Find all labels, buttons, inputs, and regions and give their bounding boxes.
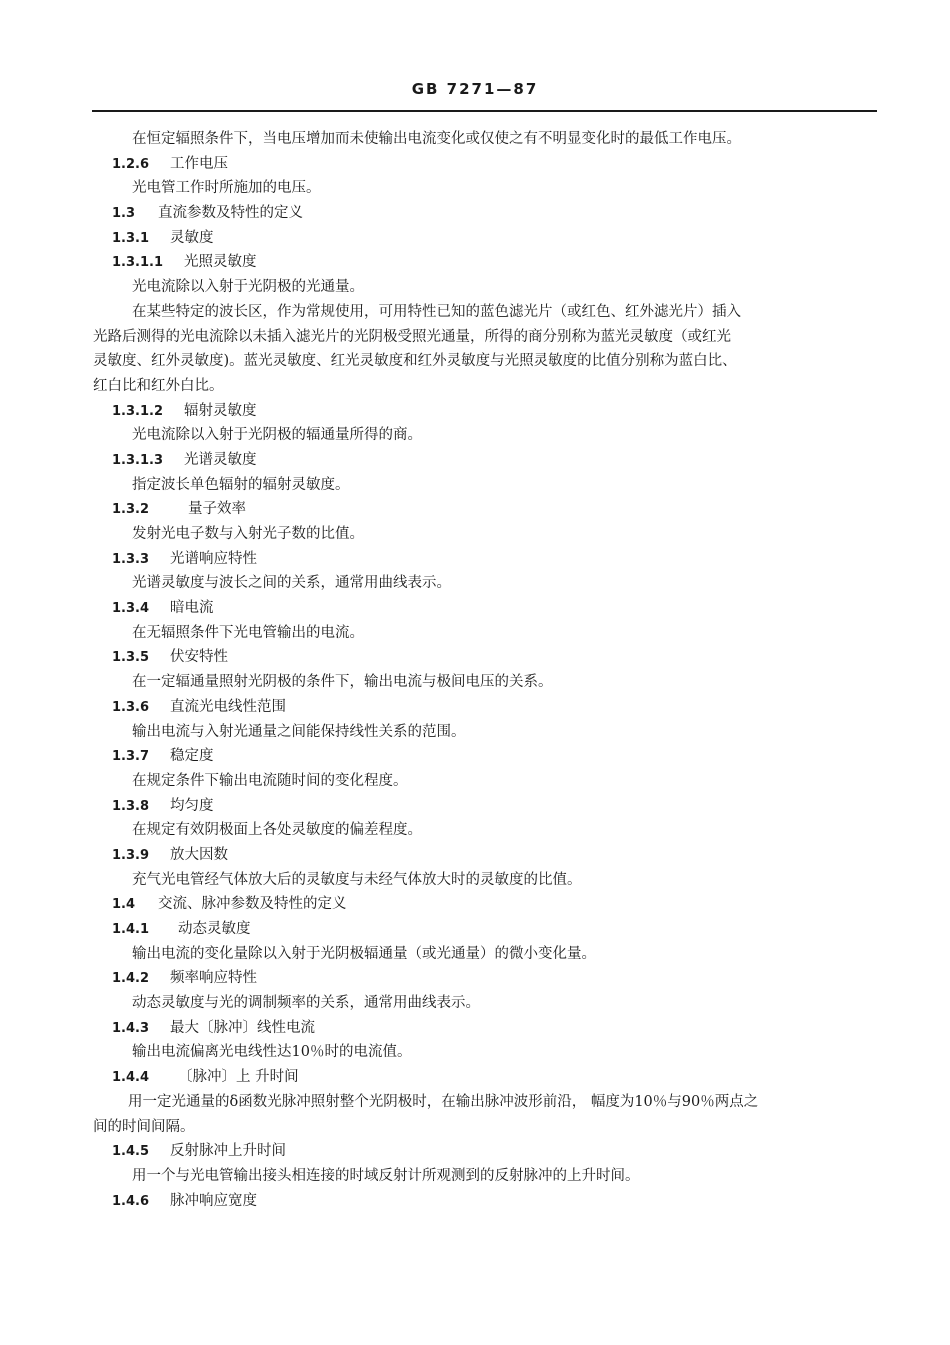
section-title: 动态灵敏度 <box>178 921 251 937</box>
paragraph-line: 在一定辐通量照射光阴极的条件下，输出电流与极间电压的关系。 <box>132 674 553 691</box>
section-title: 光谱响应特性 <box>170 550 257 567</box>
section-number: 1.3.3 <box>112 551 150 567</box>
section-heading <box>0 1189 950 1214</box>
section-heading <box>0 794 950 819</box>
section-number: 1.3.7 <box>112 749 150 765</box>
paragraph-line: 动态灵敏度与光的调制频率的关系，通常用曲线表示。 <box>132 995 480 1012</box>
section-title: 直流参数及特性的定义 <box>158 205 303 222</box>
section-number: 1.2.6 <box>112 156 150 172</box>
section-number: 1.4 <box>112 897 136 913</box>
section-title: 工作电压 <box>170 155 228 172</box>
section-heading <box>0 201 950 226</box>
section-number: 1.4.2 <box>112 971 150 987</box>
section-title: 暗电流 <box>170 600 214 617</box>
section-heading <box>0 399 950 424</box>
section-heading <box>0 497 950 522</box>
section-title: 光谱灵敏度 <box>184 451 257 468</box>
section-number: 1.4.3 <box>112 1020 150 1036</box>
section-title: 反射脉冲上升时间 <box>170 1143 286 1160</box>
section-title: 灵敏度 <box>170 229 214 246</box>
section-number: 1.4.4 <box>112 1070 150 1086</box>
paragraph-line: 用一定光通量的δ函数光脉冲照射整个光阴极时，在输出脉冲波形前沿， 幅度为10％与90％两点之 <box>128 1093 759 1110</box>
section-number: 1.3.4 <box>112 601 150 617</box>
header-rule <box>92 110 877 112</box>
section-title: 放大因数 <box>170 846 228 863</box>
section-title: 稳定度 <box>170 748 214 765</box>
paragraph-line: 间的时间间隔。 <box>93 1118 195 1135</box>
section-title: 最大〔脉冲〕线性电流 <box>170 1019 315 1036</box>
section-title: 频率响应特性 <box>170 970 257 987</box>
paragraph-line: 在规定有效阴极面上各处灵敏度的偏差程度。 <box>132 822 422 839</box>
section-heading <box>0 966 950 991</box>
section-heading <box>0 1065 950 1090</box>
section-number: 1.4.6 <box>112 1193 150 1209</box>
paragraph-line: 光谱灵敏度与波长之间的关系，通常用曲线表示。 <box>132 575 451 592</box>
section-number: 1.3.5 <box>112 650 150 666</box>
section-number: 1.3.6 <box>112 699 150 715</box>
paragraph-line: 发射光电子数与入射光子数的比值。 <box>132 526 364 542</box>
section-title: 直流光电线性范围 <box>170 698 286 715</box>
section-number: 1.3.9 <box>112 847 150 863</box>
section-number: 1.4.5 <box>112 1144 150 1160</box>
section-number: 1.3 <box>112 206 136 222</box>
section-heading <box>0 448 950 473</box>
paragraph-line: 输出电流与入射光通量之间能保持线性关系的范围。 <box>132 723 466 740</box>
section-number: 1.4.1 <box>112 922 150 937</box>
section-title: 伏安特性 <box>170 649 228 666</box>
section-heading <box>0 250 950 275</box>
section-title: 交流、脉冲参数及特性的定义 <box>158 896 347 913</box>
paragraph-line: 光电管工作时所施加的电压。 <box>132 180 321 197</box>
document-body <box>0 127 950 1213</box>
section-heading <box>0 917 950 942</box>
paragraph-line: 光电流除以入射于光阴极的辐通量所得的商。 <box>132 427 422 444</box>
section-heading <box>0 1139 950 1164</box>
section-heading <box>0 1016 950 1041</box>
section-title: 辐射灵敏度 <box>184 402 257 419</box>
section-heading <box>0 744 950 769</box>
section-title: 光照灵敏度 <box>184 254 257 271</box>
section-heading <box>0 226 950 251</box>
section-number: 1.3.2 <box>112 502 150 518</box>
section-number: 1.3.1 <box>112 230 150 246</box>
paragraph-line: 在某些特定的波长区，作为常规使用，可用特性已知的蓝色滤光片（或红色、红外滤光片）插入 <box>132 303 741 320</box>
section-heading <box>0 892 950 917</box>
section-number: 1.3.1.1 <box>112 255 163 271</box>
section-number: 1.3.1.3 <box>112 452 163 468</box>
section-heading <box>0 152 950 177</box>
section-heading <box>0 547 950 572</box>
section-number: 1.3.1.2 <box>112 403 163 419</box>
paragraph-line: 光路后测得的光电流除以未插入滤光片的光阴极受照光通量，所得的商分别称为蓝光灵敏度（或红光 <box>93 328 731 345</box>
section-heading <box>0 843 950 868</box>
paragraph-line: 在无辐照条件下光电管输出的电流。 <box>132 624 364 641</box>
section-title: 均匀度 <box>170 797 214 814</box>
paragraph-line: 输出电流的变化量除以入射于光阴极辐通量（或光通量）的微小变化量。 <box>132 945 596 962</box>
section-title: 〔脉冲〕上 升时间 <box>178 1069 299 1086</box>
section-heading <box>0 596 950 621</box>
section-number: 1.3.8 <box>112 798 150 814</box>
section-title: 脉冲响应宽度 <box>170 1192 257 1209</box>
paragraph-line: 灵敏度、红外灵敏度)。蓝光灵敏度、红光灵敏度和红外灵敏度与光照灵敏度的比值分别称为蓝白比、 <box>93 353 737 370</box>
paragraph-line: 在恒定辐照条件下，当电压增加而未使输出电流变化或仅使之有不明显变化时的最低工作电压。 <box>132 131 741 147</box>
section-heading <box>0 695 950 720</box>
section-heading <box>0 645 950 670</box>
page-header <box>0 80 950 98</box>
section-title: 量子效率 <box>188 501 246 518</box>
paragraph-line: 指定波长单色辐射的辐射灵敏度。 <box>132 476 350 493</box>
paragraph-line: 输出电流偏离光电线性达10％时的电流值。 <box>132 1044 412 1061</box>
standard-number: GB 7271—87 <box>411 80 539 98</box>
paragraph-line: 充气光电管经气体放大后的灵敏度与未经气体放大时的灵敏度的比值。 <box>132 871 582 888</box>
paragraph-line: 在规定条件下输出电流随时间的变化程度。 <box>132 772 408 789</box>
paragraph-line: 光电流除以入射于光阴极的光通量。 <box>132 279 364 296</box>
paragraph-line: 用一个与光电管输出接头相连接的时域反射计所观测到的反射脉冲的上升时间。 <box>132 1167 640 1184</box>
paragraph-line: 红白比和红外白比。 <box>93 377 224 394</box>
